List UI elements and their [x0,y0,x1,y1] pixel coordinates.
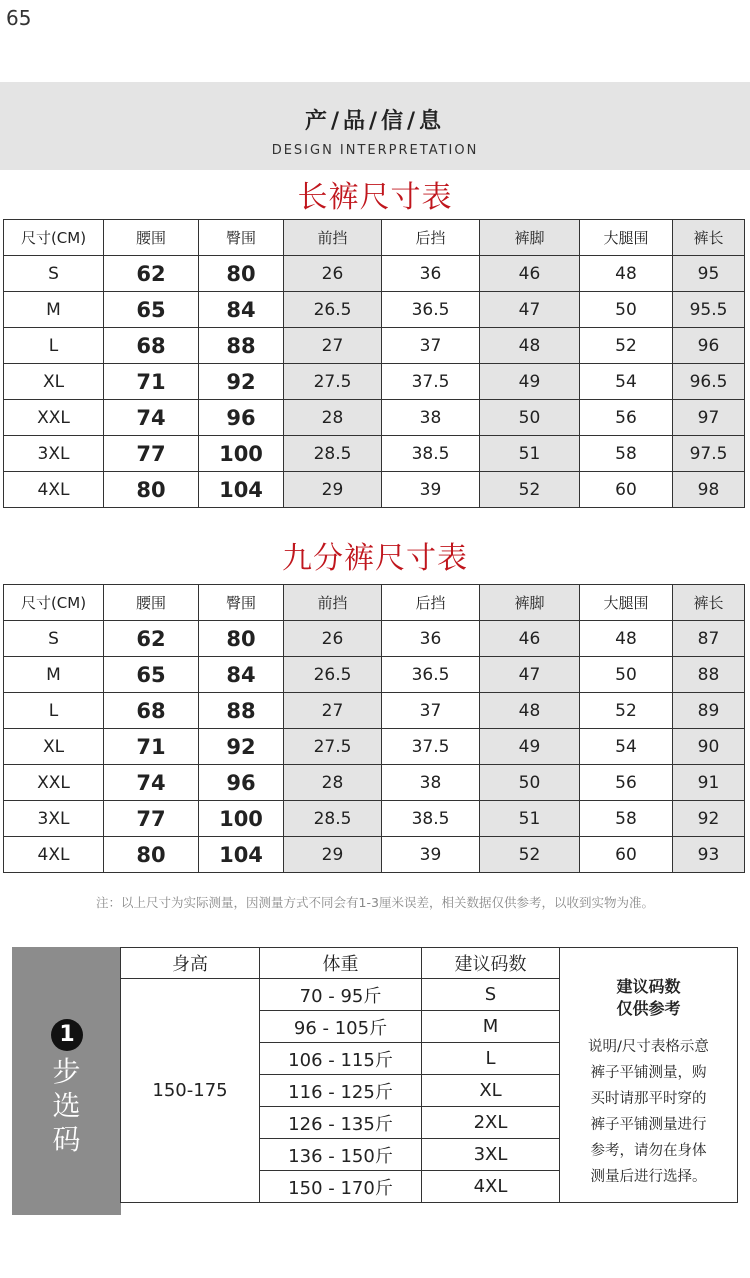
measurement-note: 注：以上尺寸为实际测量，因测量方式不同会有1-3厘米误差，相关数据仅供参考，以收到实物为准。 [96,895,654,910]
size-advice-note [560,948,738,1203]
measurement-cell: 28 [284,400,382,436]
measurement-cell: 65 [104,657,199,693]
table-row [4,472,745,508]
column-header: 臀围 [199,585,284,621]
measurement-cell: 97 [673,400,745,436]
measurement-cell: 37 [382,693,480,729]
advice-title [560,976,737,1020]
measurement-cell: 84 [199,657,284,693]
measurement-cell: 26.5 [284,292,382,328]
measurement-cell: 51 [480,801,580,837]
table-row [4,256,745,292]
banner-subtitle: DESIGN INTERPRETATION [271,143,479,158]
measurement-cell: 62 [104,621,199,657]
column-header: 尺寸(CM) [4,585,104,621]
column-header: 腰围 [104,220,199,256]
measurement-cell: 47 [480,292,580,328]
size-table-header-row [4,220,745,256]
size-label: XL [4,729,104,765]
column-header: 尺寸(CM) [4,220,104,256]
measurement-cell: 60 [580,472,673,508]
measurement-cell: 62 [104,256,199,292]
measurement-cell: 50 [480,765,580,801]
advice-title-line: 建议码数 [616,977,681,996]
height-header: 身高 [121,948,260,979]
step-number-badge: 1 [51,1019,83,1051]
measurement-cell: 92 [199,364,284,400]
measurement-cell: 58 [580,436,673,472]
measurement-cell: 48 [480,693,580,729]
step-label [12,1055,121,1157]
measurement-cell: 27 [284,693,382,729]
column-header: 裤长 [673,220,745,256]
measurement-cell: 36.5 [382,657,480,693]
size-table-header-row [4,585,745,621]
advice-body-line: 参考，请勿在身体 [590,1143,707,1159]
advice-body-line: 裤子平铺测量进行 [590,1117,707,1133]
size-label: M [4,292,104,328]
measurement-cell: 38.5 [382,801,480,837]
measurement-cell: 46 [480,621,580,657]
table-row [4,364,745,400]
long-pants-size-table [3,219,745,508]
weight-range: 116 - 125斤 [260,1075,422,1107]
weight-range: 96 - 105斤 [260,1011,422,1043]
measurement-cell: 28 [284,765,382,801]
column-header: 前挡 [284,220,382,256]
column-header: 裤长 [673,585,745,621]
measurement-cell: 97.5 [673,436,745,472]
long-pants-title: 长裤尺寸表 [297,180,453,215]
size-label: 3XL [4,801,104,837]
measurement-cell: 27.5 [284,364,382,400]
measurement-cell: 38 [382,400,480,436]
measurement-cell: 88 [199,693,284,729]
measurement-cell: 46 [480,256,580,292]
weight-range: 106 - 115斤 [260,1043,422,1075]
measurement-cell: 29 [284,837,382,873]
column-header: 裤脚 [480,220,580,256]
measurement-cell: 95.5 [673,292,745,328]
table-row [4,621,745,657]
measurement-cell: 93 [673,837,745,873]
measurement-cell: 52 [480,472,580,508]
measurement-cell: 54 [580,364,673,400]
suggested-size-header: 建议码数 [422,948,560,979]
measurement-cell: 96 [199,765,284,801]
advice-body-line: 裤子平铺测量，购 [590,1065,707,1081]
measurement-cell: 71 [104,729,199,765]
measurement-cell: 51 [480,436,580,472]
measurement-cell: 88 [673,657,745,693]
banner-title: 产/品/信/息 [304,109,446,134]
measurement-cell: 60 [580,837,673,873]
weight-range: 70 - 95斤 [260,979,422,1011]
suggested-size: S [422,979,560,1011]
cropped-pants-title: 九分裤尺寸表 [282,541,468,576]
measurement-cell: 26.5 [284,657,382,693]
measurement-cell: 77 [104,436,199,472]
measurement-cell: 29 [284,472,382,508]
measurement-cell: 65 [104,292,199,328]
size-label: 4XL [4,837,104,873]
measurement-cell: 96.5 [673,364,745,400]
size-label: XXL [4,765,104,801]
table-row [4,693,745,729]
measurement-cell: 27 [284,328,382,364]
table-row [4,436,745,472]
column-header: 臀围 [199,220,284,256]
measurement-cell: 37.5 [382,364,480,400]
size-label: L [4,328,104,364]
measurement-cell: 68 [104,328,199,364]
measurement-cell: 74 [104,400,199,436]
measurement-cell: 80 [104,472,199,508]
step-label-line: 选 [52,1089,81,1122]
measurement-cell: 26 [284,621,382,657]
size-label: XL [4,364,104,400]
measurement-cell: 48 [480,328,580,364]
suggested-size: 4XL [422,1171,560,1203]
suggested-size: L [422,1043,560,1075]
measurement-cell: 80 [104,837,199,873]
measurement-cell: 50 [580,657,673,693]
measurement-cell: 87 [673,621,745,657]
column-header: 后挡 [382,585,480,621]
measurement-cell: 80 [199,621,284,657]
step-label-line: 码 [52,1123,81,1156]
size-label: S [4,256,104,292]
advice-body [560,1034,737,1190]
size-label: 3XL [4,436,104,472]
measurement-cell: 36.5 [382,292,480,328]
suggested-size: M [422,1011,560,1043]
advice-body-line: 说明/尺寸表格示意 [588,1039,709,1055]
size-label: L [4,693,104,729]
measurement-cell: 98 [673,472,745,508]
measurement-cell: 100 [199,801,284,837]
weight-range: 136 - 150斤 [260,1139,422,1171]
table-row [4,837,745,873]
measurement-cell: 50 [580,292,673,328]
measurement-cell: 50 [480,400,580,436]
weight-range: 126 - 135斤 [260,1107,422,1139]
measurement-cell: 38.5 [382,436,480,472]
measurement-cell: 90 [673,729,745,765]
weight-range: 150 - 170斤 [260,1171,422,1203]
measurement-cell: 68 [104,693,199,729]
measurement-cell: 71 [104,364,199,400]
measurement-cell: 36 [382,256,480,292]
measurement-cell: 39 [382,472,480,508]
measurement-cell: 100 [199,436,284,472]
measurement-cell: 48 [580,256,673,292]
table-row [4,657,745,693]
measurement-cell: 77 [104,801,199,837]
measurement-cell: 26 [284,256,382,292]
measurement-cell: 74 [104,765,199,801]
measurement-cell: 58 [580,801,673,837]
table-row [4,801,745,837]
weight-header: 体重 [260,948,422,979]
suggested-size: 2XL [422,1107,560,1139]
measurement-cell: 36 [382,621,480,657]
column-header: 腰围 [104,585,199,621]
height-range: 150-175 [121,979,260,1203]
measurement-cell: 48 [580,621,673,657]
measurement-cell: 28.5 [284,436,382,472]
measurement-cell: 91 [673,765,745,801]
suggested-size: XL [422,1075,560,1107]
column-header: 大腿围 [580,585,673,621]
measurement-cell: 89 [673,693,745,729]
measurement-cell: 37 [382,328,480,364]
measurement-cell: 52 [480,837,580,873]
measurement-cell: 92 [673,801,745,837]
measurement-cell: 54 [580,729,673,765]
table-row [4,765,745,801]
measurement-cell: 27.5 [284,729,382,765]
step-panel [12,947,121,1215]
column-header: 裤脚 [480,585,580,621]
advice-body-line: 买时请那平时穿的 [590,1091,707,1107]
measurement-cell: 52 [580,328,673,364]
advice-title-line: 仅供参考 [616,999,681,1018]
measurement-cell: 38 [382,765,480,801]
measurement-cell: 96 [199,400,284,436]
measurement-cell: 49 [480,729,580,765]
measurement-cell: 37.5 [382,729,480,765]
measurement-cell: 104 [199,837,284,873]
table-row [4,400,745,436]
measurement-cell: 56 [580,400,673,436]
table-row [4,292,745,328]
measurement-cell: 84 [199,292,284,328]
measurement-cell: 80 [199,256,284,292]
size-label: XXL [4,400,104,436]
measurement-cell: 104 [199,472,284,508]
size-label: M [4,657,104,693]
size-label: S [4,621,104,657]
measurement-cell: 47 [480,657,580,693]
step-label-line: 步 [52,1055,81,1088]
measurement-cell: 28.5 [284,801,382,837]
size-label: 4XL [4,472,104,508]
measurement-cell: 92 [199,729,284,765]
measurement-cell: 96 [673,328,745,364]
column-header: 前挡 [284,585,382,621]
product-info-banner [0,82,750,170]
size-recommendation-table [120,947,738,1203]
table-row [4,729,745,765]
cropped-pants-size-table [3,584,745,873]
measurement-cell: 88 [199,328,284,364]
column-header: 后挡 [382,220,480,256]
page-number: 65 [6,6,32,30]
measurement-cell: 95 [673,256,745,292]
column-header: 大腿围 [580,220,673,256]
table-row [4,328,745,364]
measurement-cell: 56 [580,765,673,801]
measurement-cell: 49 [480,364,580,400]
suggested-size: 3XL [422,1139,560,1171]
measurement-cell: 52 [580,693,673,729]
advice-body-line: 测量后进行选择。 [590,1169,707,1185]
measurement-cell: 39 [382,837,480,873]
